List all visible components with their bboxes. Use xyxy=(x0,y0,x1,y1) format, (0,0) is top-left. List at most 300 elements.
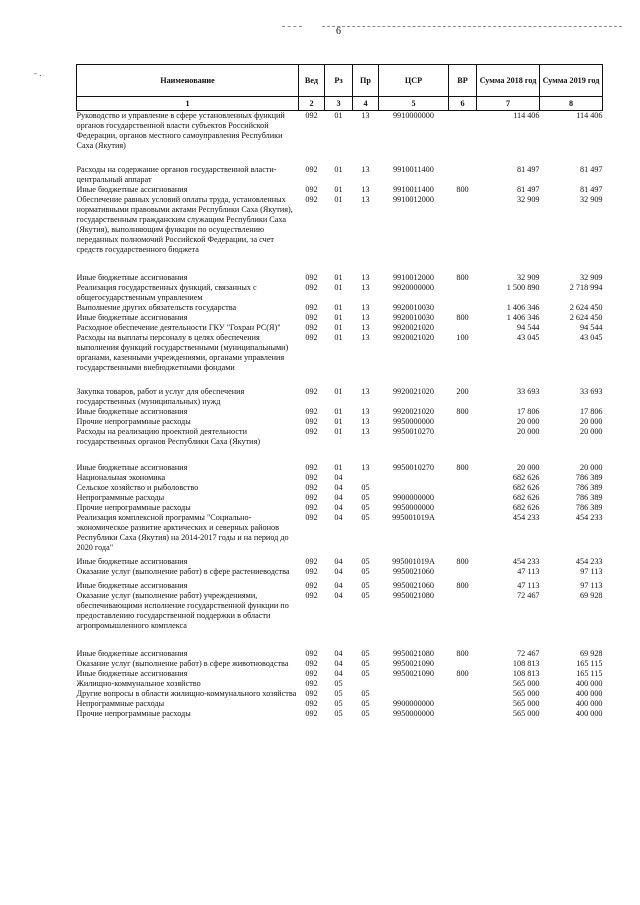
row-name: Другие вопросы в области жилищно-коммунального хозяйства xyxy=(76,689,297,698)
row-pr: 05 xyxy=(361,669,370,678)
row-csr: 9950021080 xyxy=(393,591,434,600)
row-sum-2018: 43 045 xyxy=(516,333,540,342)
row-ved: 092 xyxy=(305,111,318,120)
row-vr xyxy=(449,483,477,493)
row-sum-2018: 1 500 890 xyxy=(506,283,540,292)
row-rz: 01 xyxy=(334,417,343,426)
row-sum-2018: 108 813 xyxy=(512,659,540,668)
row-rz: 01 xyxy=(334,283,343,292)
table-row xyxy=(77,659,603,669)
row-pr: 05 xyxy=(361,567,370,576)
row-vr xyxy=(449,323,477,333)
row-vr: 800 xyxy=(456,273,469,282)
row-sum-2018: 20 000 xyxy=(516,427,540,436)
row-name: Прочие непрограммные расходы xyxy=(76,417,191,426)
table-body xyxy=(77,111,603,720)
row-csr: 9920010030 xyxy=(393,313,434,322)
row-pr xyxy=(353,473,379,483)
row-sum-2018: 565 000 xyxy=(512,709,540,718)
row-ved: 092 xyxy=(305,689,318,698)
table-row xyxy=(77,111,603,152)
row-pr xyxy=(353,679,379,689)
row-ved: 092 xyxy=(305,679,318,688)
row-ved: 092 xyxy=(305,659,318,668)
row-csr: 9950021060 xyxy=(393,567,434,576)
row-vr: 800 xyxy=(456,581,469,590)
row-rz: 04 xyxy=(334,473,343,482)
row-rz: 04 xyxy=(334,503,343,512)
row-ved: 092 xyxy=(305,283,318,292)
row-sum-2018: 81 497 xyxy=(516,165,540,174)
col-number: 3 xyxy=(325,97,353,111)
row-name: Иные бюджетные ассигнования xyxy=(76,185,188,194)
table-row xyxy=(77,699,603,709)
row-vr xyxy=(449,417,477,427)
row-name: Иные бюджетные ассигнования xyxy=(76,407,188,416)
row-ved: 092 xyxy=(305,581,318,590)
row-pr: 13 xyxy=(361,333,370,342)
row-vr xyxy=(449,709,477,719)
table-row xyxy=(77,407,603,417)
row-pr: 13 xyxy=(361,407,370,416)
row-rz: 01 xyxy=(334,273,343,282)
row-pr: 05 xyxy=(361,513,370,522)
col-number: 1 xyxy=(77,97,299,111)
row-sum-2019: 69 928 xyxy=(579,649,603,658)
row-sum-2019: 2 624 450 xyxy=(569,313,603,322)
row-name: Иные бюджетные ассигнования xyxy=(76,273,188,282)
row-sum-2018: 565 000 xyxy=(512,699,540,708)
row-pr: 05 xyxy=(361,503,370,512)
row-sum-2018: 33 693 xyxy=(516,387,540,396)
row-csr: 9910011400 xyxy=(393,185,434,194)
row-rz: 01 xyxy=(334,185,343,194)
row-sum-2019: 20 000 xyxy=(579,417,603,426)
row-pr: 13 xyxy=(361,165,370,174)
row-ved: 092 xyxy=(305,591,318,600)
row-csr: 9910000000 xyxy=(393,111,434,120)
row-sum-2018: 47 113 xyxy=(517,581,540,590)
row-sum-2019: 2 624 450 xyxy=(569,303,603,312)
row-sum-2019: 81 497 xyxy=(579,185,603,194)
header-row xyxy=(77,65,603,97)
row-name: Реализация комплексной программы "Социально-экономическое развитие арктических и северных районов Республики Саха (Якутия) на 2014-2017 годы и на период до 2020 года" xyxy=(76,513,289,552)
row-sum-2018: 32 909 xyxy=(516,195,540,204)
row-rz: 04 xyxy=(334,591,343,600)
row-name: Оказание услуг (выполнение работ) в сфере животноводства xyxy=(76,659,289,668)
row-pr: 05 xyxy=(361,649,370,658)
row-rz: 04 xyxy=(334,669,343,678)
row-name: Прочие непрограммные расходы xyxy=(76,709,191,718)
row-spacer xyxy=(77,631,603,649)
row-rz: 01 xyxy=(334,111,343,120)
row-name: Иные бюджетные ассигнования xyxy=(76,669,188,678)
col-header-ved: Вед xyxy=(299,65,325,97)
row-csr: 9900000000 xyxy=(393,699,434,708)
table-row xyxy=(77,689,603,699)
row-sum-2018: 1 406 346 xyxy=(506,303,540,312)
row-vr xyxy=(449,679,477,689)
row-rz: 04 xyxy=(334,649,343,658)
table-row xyxy=(77,483,603,493)
row-sum-2019: 81 497 xyxy=(579,165,603,174)
row-pr: 13 xyxy=(361,387,370,396)
row-rz: 04 xyxy=(334,557,343,566)
row-sum-2019: 454 233 xyxy=(575,513,603,522)
scan-line xyxy=(322,26,622,27)
row-sum-2019: 97 113 xyxy=(580,581,603,590)
table-row xyxy=(77,273,603,283)
row-csr xyxy=(379,689,449,699)
row-sum-2019: 20 000 xyxy=(579,463,603,472)
row-pr: 13 xyxy=(361,323,370,332)
row-name: Расходы на реализацию проектной деятельности государственных органов Республики Саха (Якутия) xyxy=(76,427,261,446)
row-rz: 04 xyxy=(334,581,343,590)
scan-mark: - . xyxy=(34,68,42,78)
row-rz: 04 xyxy=(334,483,343,492)
table-row xyxy=(77,679,603,689)
row-csr: 9950010270 xyxy=(393,427,434,436)
row-pr: 05 xyxy=(361,659,370,668)
col-header-vr: ВР xyxy=(449,65,477,97)
row-rz: 04 xyxy=(334,493,343,502)
table-row xyxy=(77,557,603,567)
row-sum-2018: 72 467 xyxy=(516,591,540,600)
row-rz: 05 xyxy=(334,689,343,698)
row-pr: 05 xyxy=(361,699,370,708)
row-pr: 05 xyxy=(361,689,370,698)
row-rz: 01 xyxy=(334,387,343,396)
row-name: Жилищно-коммунальное хозяйство xyxy=(76,679,201,688)
row-sum-2018: 682 626 xyxy=(512,483,540,492)
row-csr xyxy=(379,679,449,689)
row-csr: 9950000000 xyxy=(393,709,434,718)
row-vr xyxy=(449,591,477,631)
row-sum-2019: 786 389 xyxy=(575,503,603,512)
table-row xyxy=(77,567,603,577)
table-row xyxy=(77,427,603,447)
row-name: Обеспечение равных условий оплаты труда, установленных нормативными правовыми актами Республики Саха (Якутия), государственным гражданским служащим Республики Саха (Якутия), выполняющим функции по осуществлению переданных полномочий Российской Федерации, за счет средств государственного бюджета xyxy=(76,195,293,254)
row-ved: 092 xyxy=(305,669,318,678)
row-ved: 092 xyxy=(305,493,318,502)
table-row xyxy=(77,303,603,313)
row-rz: 01 xyxy=(334,463,343,472)
row-spacer xyxy=(77,373,603,387)
row-vr xyxy=(449,283,477,303)
budget-table xyxy=(76,64,603,719)
col-number: 6 xyxy=(449,97,477,111)
row-csr: 9920021020 xyxy=(393,333,434,342)
row-sum-2019: 114 406 xyxy=(576,111,603,120)
row-sum-2019: 97 113 xyxy=(580,567,603,576)
row-ved: 092 xyxy=(305,273,318,282)
row-pr: 13 xyxy=(361,195,370,204)
scan-line xyxy=(282,26,302,27)
row-vr: 100 xyxy=(456,333,469,342)
row-pr: 05 xyxy=(361,709,370,718)
col-header-sum-2018: Сумма 2018 год xyxy=(477,65,540,97)
row-spacer-cell xyxy=(77,255,603,273)
table-row xyxy=(77,463,603,473)
row-vr: 800 xyxy=(456,669,469,678)
row-sum-2019: 400 000 xyxy=(575,679,603,688)
row-sum-2019: 32 909 xyxy=(579,273,603,282)
row-sum-2019: 400 000 xyxy=(575,689,603,698)
row-vr xyxy=(449,427,477,447)
row-csr: 9920010030 xyxy=(393,303,434,312)
row-vr: 200 xyxy=(456,387,469,396)
row-name: Расходное обеспечение деятельности ГКУ "Гохран РС(Я)" xyxy=(76,323,281,332)
row-csr: 9920021020 xyxy=(393,387,434,396)
page-number: 6 xyxy=(336,26,341,37)
table-row xyxy=(77,387,603,407)
row-vr xyxy=(449,567,477,577)
row-ved: 092 xyxy=(305,323,318,332)
table-row xyxy=(77,283,603,303)
row-ved: 092 xyxy=(305,463,318,472)
row-spacer xyxy=(77,151,603,165)
table-row xyxy=(77,581,603,591)
col-number: 5 xyxy=(379,97,449,111)
table-row xyxy=(77,313,603,323)
row-csr: 995001019A xyxy=(392,557,435,566)
row-csr: 9910012000 xyxy=(393,195,434,204)
row-sum-2018: 1 406 346 xyxy=(506,313,540,322)
row-rz: 01 xyxy=(334,427,343,436)
row-sum-2019: 33 693 xyxy=(579,387,603,396)
col-header-pr: Пр xyxy=(353,65,379,97)
table-row xyxy=(77,323,603,333)
col-number: 8 xyxy=(540,97,603,111)
table-row xyxy=(77,709,603,719)
row-sum-2019: 786 389 xyxy=(575,493,603,502)
row-sum-2019: 43 045 xyxy=(579,333,603,342)
row-csr: 9920000000 xyxy=(393,283,434,292)
row-rz: 01 xyxy=(334,407,343,416)
row-name: Национальная экономика xyxy=(76,473,166,482)
row-pr: 13 xyxy=(361,427,370,436)
table-row xyxy=(77,493,603,503)
row-sum-2018: 81 497 xyxy=(516,185,540,194)
row-spacer xyxy=(77,447,603,463)
row-name: Иные бюджетные ассигнования xyxy=(76,649,188,658)
row-ved: 092 xyxy=(305,303,318,312)
row-vr xyxy=(449,195,477,255)
row-ved: 092 xyxy=(305,313,318,322)
row-ved: 092 xyxy=(305,503,318,512)
row-rz: 01 xyxy=(334,323,343,332)
table-row xyxy=(77,591,603,631)
table-row xyxy=(77,503,603,513)
row-ved: 092 xyxy=(305,387,318,396)
row-vr: 800 xyxy=(456,185,469,194)
row-ved: 092 xyxy=(305,483,318,492)
row-pr: 13 xyxy=(361,273,370,282)
row-sum-2019: 165 115 xyxy=(576,669,603,678)
row-ved: 092 xyxy=(305,557,318,566)
row-csr: 9950021080 xyxy=(393,649,434,658)
row-vr xyxy=(449,303,477,313)
row-vr: 800 xyxy=(456,463,469,472)
row-vr xyxy=(449,493,477,503)
row-sum-2018: 114 406 xyxy=(513,111,540,120)
row-name: Реализация государственных функций, связанных с общегосударственным управлением xyxy=(76,283,257,302)
row-name: Прочие непрограммные расходы xyxy=(76,503,191,512)
table-row xyxy=(77,669,603,679)
row-rz: 05 xyxy=(334,709,343,718)
row-vr: 800 xyxy=(456,649,469,658)
row-vr xyxy=(449,513,477,553)
row-ved: 092 xyxy=(305,567,318,576)
row-rz: 01 xyxy=(334,165,343,174)
row-pr: 05 xyxy=(361,557,370,566)
row-csr: 9910012000 xyxy=(393,273,434,282)
row-name: Иные бюджетные ассигнования xyxy=(76,557,188,566)
row-sum-2018: 108 813 xyxy=(512,669,540,678)
row-ved: 092 xyxy=(305,333,318,342)
row-rz: 04 xyxy=(334,513,343,522)
row-sum-2018: 682 626 xyxy=(512,473,540,482)
row-ved: 092 xyxy=(305,417,318,426)
row-sum-2018: 20 000 xyxy=(516,417,540,426)
row-rz: 01 xyxy=(334,313,343,322)
row-sum-2019: 94 544 xyxy=(579,323,603,332)
col-number: 2 xyxy=(299,97,325,111)
row-ved: 092 xyxy=(305,195,318,204)
row-rz: 01 xyxy=(334,195,343,204)
row-spacer-cell xyxy=(77,447,603,463)
row-name: Сельское хозяйство и рыболовство xyxy=(76,483,199,492)
row-name: Оказание услуг (выполнение работ) учреждениями, обеспечивающими исполнение государственной функции по предоставлению государственной поддержки в области агропромышленного комплекса xyxy=(76,591,289,630)
row-pr: 13 xyxy=(361,283,370,292)
row-csr: 9950000000 xyxy=(393,417,434,426)
row-csr: 9950000000 xyxy=(393,503,434,512)
row-ved: 092 xyxy=(305,649,318,658)
table-row xyxy=(77,165,603,185)
row-ved: 092 xyxy=(305,427,318,436)
table-row xyxy=(77,333,603,373)
row-pr: 13 xyxy=(361,463,370,472)
row-ved: 092 xyxy=(305,407,318,416)
row-vr: 800 xyxy=(456,557,469,566)
col-header-csr: ЦСР xyxy=(379,65,449,97)
table-row xyxy=(77,195,603,255)
row-sum-2018: 47 113 xyxy=(517,567,540,576)
row-sum-2018: 94 544 xyxy=(516,323,540,332)
row-ved: 092 xyxy=(305,473,318,482)
row-sum-2019: 786 389 xyxy=(575,483,603,492)
row-vr xyxy=(449,473,477,483)
row-vr: 800 xyxy=(456,313,469,322)
table-row xyxy=(77,513,603,553)
row-sum-2018: 32 909 xyxy=(516,273,540,282)
row-csr: 9920021020 xyxy=(393,407,434,416)
row-name: Иные бюджетные ассигнования xyxy=(76,313,188,322)
table-row xyxy=(77,473,603,483)
row-sum-2018: 682 626 xyxy=(512,503,540,512)
row-sum-2018: 565 000 xyxy=(512,679,540,688)
row-rz: 01 xyxy=(334,333,343,342)
col-number: 4 xyxy=(353,97,379,111)
row-sum-2018: 454 233 xyxy=(512,513,540,522)
row-name: Выполнение других обязательств государства xyxy=(76,303,237,312)
row-sum-2019: 69 928 xyxy=(579,591,603,600)
row-name: Иные бюджетные ассигнования xyxy=(76,581,188,590)
row-name: Руководство и управление в сфере установленных функций органов государственной власти субъектов Российской Федерации, органов местного самоуправления Республики Саха (Якутия) xyxy=(76,111,285,150)
row-rz: 04 xyxy=(334,659,343,668)
row-ved: 092 xyxy=(305,709,318,718)
row-sum-2018: 17 806 xyxy=(516,407,540,416)
row-csr: 995001019A xyxy=(392,513,435,522)
row-sum-2018: 20 000 xyxy=(516,463,540,472)
row-ved: 092 xyxy=(305,165,318,174)
row-csr xyxy=(379,473,449,483)
row-spacer-cell xyxy=(77,631,603,649)
row-ved: 092 xyxy=(305,513,318,522)
row-rz: 01 xyxy=(334,303,343,312)
row-rz: 04 xyxy=(334,567,343,576)
row-vr xyxy=(449,699,477,709)
row-sum-2019: 2 718 994 xyxy=(569,283,603,292)
row-sum-2019: 400 000 xyxy=(575,699,603,708)
row-csr: 9950021090 xyxy=(393,659,434,668)
row-pr: 05 xyxy=(361,591,370,600)
row-ved: 092 xyxy=(305,185,318,194)
row-vr: 800 xyxy=(456,407,469,416)
row-sum-2019: 32 909 xyxy=(579,195,603,204)
row-spacer xyxy=(77,255,603,273)
row-name: Непрограммные расходы xyxy=(76,699,165,708)
row-csr xyxy=(379,483,449,493)
row-vr xyxy=(449,689,477,699)
table-row xyxy=(77,185,603,195)
row-vr xyxy=(449,165,477,185)
row-pr: 13 xyxy=(361,303,370,312)
row-sum-2019: 454 233 xyxy=(575,557,603,566)
row-sum-2018: 565 000 xyxy=(512,689,540,698)
row-csr: 9950021090 xyxy=(393,669,434,678)
col-header-rz: Рз xyxy=(325,65,353,97)
row-sum-2018: 682 626 xyxy=(512,493,540,502)
row-pr: 13 xyxy=(361,313,370,322)
row-vr xyxy=(449,111,477,152)
row-ved: 092 xyxy=(305,699,318,708)
row-sum-2019: 17 806 xyxy=(579,407,603,416)
row-name: Расходы на содержание органов государственной власти- центральный аппарат xyxy=(76,165,277,184)
col-header-name: Наименование xyxy=(77,65,299,97)
column-number-row xyxy=(77,97,603,111)
row-rz: 05 xyxy=(334,699,343,708)
row-name: Непрограммные расходы xyxy=(76,493,165,502)
row-csr: 9950010270 xyxy=(393,463,434,472)
row-pr: 05 xyxy=(361,483,370,492)
row-spacer-cell xyxy=(77,373,603,387)
row-name: Оказание услуг (выполнение работ) в сфере растениеводства xyxy=(76,567,290,576)
row-spacer-cell xyxy=(77,151,603,165)
row-csr: 9910011400 xyxy=(393,165,434,174)
row-name: Закупка товаров, работ и услуг для обеспечения государственных (муниципальных) нужд xyxy=(76,387,245,406)
row-pr: 05 xyxy=(361,581,370,590)
row-sum-2019: 400 000 xyxy=(575,709,603,718)
row-name: Иные бюджетные ассигнования xyxy=(76,463,188,472)
row-rz: 05 xyxy=(334,679,343,688)
row-vr xyxy=(449,659,477,669)
row-sum-2019: 165 115 xyxy=(576,659,603,668)
col-header-sum-2019: Сумма 2019 год xyxy=(540,65,603,97)
table-row xyxy=(77,649,603,659)
row-csr: 9920021020 xyxy=(393,323,434,332)
row-vr xyxy=(449,503,477,513)
